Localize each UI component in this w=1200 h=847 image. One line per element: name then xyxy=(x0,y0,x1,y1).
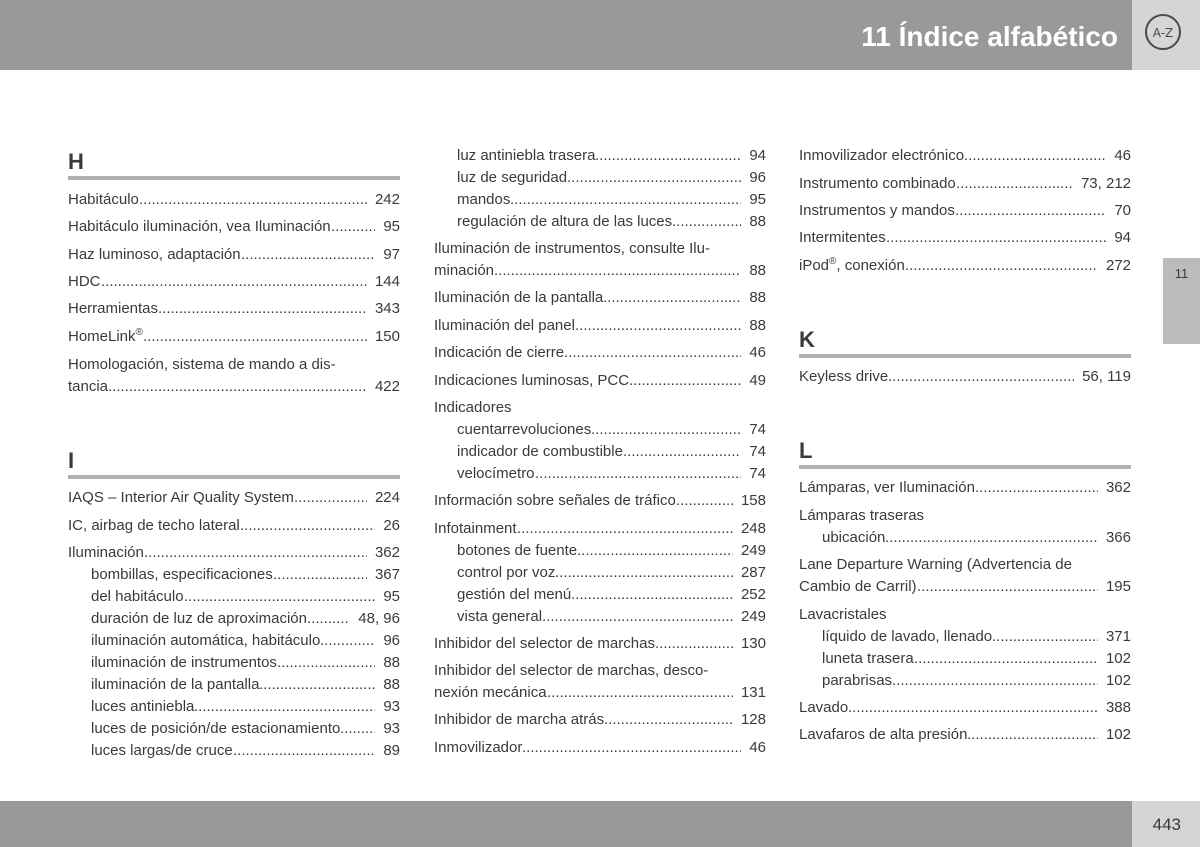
a-z-icon-text: A-Z xyxy=(1152,26,1174,40)
entry-text: Lavacristales xyxy=(799,606,887,623)
index-entry xyxy=(799,724,1131,746)
entry-text: iluminación de instrumentos xyxy=(91,654,277,671)
index-entry xyxy=(434,490,766,512)
index-entry xyxy=(434,682,766,704)
page-reference: 74 xyxy=(749,465,766,482)
page-reference: 97 xyxy=(383,246,400,263)
dot-leader xyxy=(604,709,733,731)
entry-text: ubicación xyxy=(822,529,886,546)
index-entry xyxy=(434,709,766,731)
index-subentry xyxy=(457,167,766,189)
page-reference: 422 xyxy=(374,378,400,395)
dot-leader xyxy=(547,682,733,704)
index-subentry xyxy=(91,564,400,586)
entry-text: Lavafaros de alta presión xyxy=(799,726,968,743)
entry-text: Instrumentos y mandos xyxy=(799,202,955,219)
dot-leader xyxy=(241,244,375,266)
page-reference: 96 xyxy=(383,632,400,649)
entry-text: tancia xyxy=(68,378,109,395)
dot-leader xyxy=(194,696,375,718)
index-subentry xyxy=(457,606,766,628)
index-subentry xyxy=(822,527,1131,549)
entry-text: Iluminación xyxy=(68,544,144,561)
header-icon-box xyxy=(1132,0,1200,70)
index-entry xyxy=(434,397,766,419)
index-entry xyxy=(68,244,400,266)
entry-text: HDC xyxy=(68,273,101,290)
entry-text: Inhibidor del selector de marchas, desco- xyxy=(434,662,709,679)
index-entry xyxy=(434,737,766,759)
index-subentry xyxy=(91,696,400,718)
section-heading: I xyxy=(68,447,400,479)
entry-text: gestión del menú xyxy=(457,586,572,603)
page-reference: 367 xyxy=(374,566,400,583)
page-reference: 74 xyxy=(749,421,766,438)
index-entry xyxy=(434,633,766,655)
page-reference: 366 xyxy=(1105,529,1131,546)
index-subentry xyxy=(457,441,766,463)
entry-text: Haz luminoso, adaptación xyxy=(68,246,241,263)
dot-leader xyxy=(892,670,1098,692)
entry-text: del habitáculo xyxy=(91,588,184,605)
index-entry xyxy=(799,477,1131,499)
dot-leader xyxy=(623,441,741,463)
index-entry xyxy=(434,315,766,337)
page-reference: 88 xyxy=(749,262,766,279)
index-entry xyxy=(799,576,1131,598)
page-reference: 95 xyxy=(383,218,400,235)
page-footer xyxy=(0,801,1200,847)
page-reference: 249 xyxy=(740,608,766,625)
index-entry xyxy=(68,487,400,509)
page-reference: 195 xyxy=(1105,578,1131,595)
dot-leader xyxy=(955,200,1106,222)
dot-leader xyxy=(233,740,375,762)
index-subentry xyxy=(457,211,766,233)
dot-leader xyxy=(307,608,350,630)
entry-text: cuentarrevoluciones xyxy=(457,421,592,438)
page-reference: 388 xyxy=(1105,699,1131,716)
page-reference: 249 xyxy=(740,542,766,559)
page-reference: 89 xyxy=(383,742,400,759)
index-entry xyxy=(799,505,1131,527)
dot-leader xyxy=(494,260,741,282)
index-entry xyxy=(799,227,1131,249)
index-subentry xyxy=(822,670,1131,692)
section-heading: L xyxy=(799,437,1131,469)
entry-text: luneta trasera xyxy=(822,650,914,667)
entry-text: Inmovilizador xyxy=(434,739,523,756)
dot-leader xyxy=(629,370,741,392)
index-subentry xyxy=(457,584,766,606)
page-reference: 46 xyxy=(749,344,766,361)
page-reference: 102 xyxy=(1105,672,1131,689)
a-z-icon xyxy=(1144,13,1182,51)
page-reference: 131 xyxy=(740,684,766,701)
page-reference: 343 xyxy=(374,300,400,317)
page-reference: 130 xyxy=(740,635,766,652)
entry-text: luz antiniebla trasera xyxy=(457,147,596,164)
page-reference: 93 xyxy=(383,698,400,715)
dot-leader xyxy=(510,189,741,211)
index-subentry xyxy=(91,674,400,696)
index-entry xyxy=(68,298,400,320)
page-reference: 252 xyxy=(740,586,766,603)
entry-text: iluminación de la pantalla xyxy=(91,676,260,693)
dot-leader xyxy=(184,586,375,608)
dot-leader xyxy=(535,463,741,485)
side-tab-label: 11 xyxy=(1174,266,1189,281)
entry-text: Herramientas xyxy=(68,300,159,317)
page-reference: 26 xyxy=(383,517,400,534)
page-reference: 49 xyxy=(749,372,766,389)
page-reference: 88 xyxy=(749,213,766,230)
index-subentry xyxy=(91,652,400,674)
index-entry xyxy=(434,660,766,682)
dot-leader xyxy=(992,626,1098,648)
entry-text: iluminación automática, habitáculo xyxy=(91,632,321,649)
entry-text: Habitáculo xyxy=(68,191,139,208)
entry-text: Indicaciones luminosas, PCC xyxy=(434,372,630,389)
index-entry xyxy=(434,238,766,260)
entry-text: HomeLink® xyxy=(68,327,143,345)
entry-text: líquido de lavado, llenado xyxy=(822,628,993,645)
dot-leader xyxy=(905,255,1098,277)
dot-leader xyxy=(320,630,375,652)
entry-text: duración de luz de aproximación xyxy=(91,610,307,627)
page-reference: 362 xyxy=(1105,479,1131,496)
chapter-side-tab xyxy=(1163,258,1200,344)
dot-leader xyxy=(956,173,1073,195)
entry-text: minación xyxy=(434,262,495,279)
dot-leader xyxy=(108,376,367,398)
index-entry xyxy=(799,145,1131,167)
dot-leader xyxy=(964,145,1106,167)
dot-leader xyxy=(577,540,733,562)
dot-leader xyxy=(975,477,1098,499)
index-subentry xyxy=(457,189,766,211)
entry-text: velocímetro xyxy=(457,465,535,482)
page-reference: 74 xyxy=(749,443,766,460)
page-header xyxy=(0,0,1200,70)
index-entry xyxy=(68,354,400,376)
index-entry xyxy=(434,260,766,282)
page-reference: 144 xyxy=(374,273,400,290)
dot-leader xyxy=(914,648,1098,670)
dot-leader xyxy=(331,216,375,238)
index-entry xyxy=(68,216,400,238)
index-entry xyxy=(68,515,400,537)
index-entry xyxy=(68,271,400,293)
dot-leader xyxy=(917,576,1098,598)
entry-text: regulación de altura de las luces xyxy=(457,213,673,230)
page-number-box xyxy=(1132,801,1200,847)
index-subentry xyxy=(91,586,400,608)
dot-leader xyxy=(522,737,741,759)
page-reference: 102 xyxy=(1105,726,1131,743)
page-reference: 96 xyxy=(749,169,766,186)
entry-text: Información sobre señales de tráfico xyxy=(434,492,676,509)
index-entry xyxy=(434,287,766,309)
dot-leader xyxy=(555,562,733,584)
index-entry xyxy=(799,697,1131,719)
index-entry xyxy=(434,518,766,540)
index-subentry xyxy=(457,562,766,584)
dot-leader xyxy=(143,326,367,348)
dot-leader xyxy=(517,518,733,540)
entry-text: IC, airbag de techo lateral xyxy=(68,517,240,534)
dot-leader xyxy=(340,718,375,740)
dot-leader xyxy=(571,584,733,606)
entry-text: nexión mecánica xyxy=(434,684,547,701)
dot-leader xyxy=(158,298,367,320)
dot-leader xyxy=(886,227,1106,249)
index-entry xyxy=(799,366,1131,388)
dot-leader xyxy=(101,271,367,293)
page-reference: 94 xyxy=(749,147,766,164)
dot-leader xyxy=(885,527,1098,549)
entry-text: Instrumento combinado xyxy=(799,175,956,192)
entry-text: Homologación, sistema de mando a dis- xyxy=(68,356,336,373)
entry-text: Keyless drive xyxy=(799,368,889,385)
dot-leader xyxy=(676,490,733,512)
chapter-title: 11 Índice alfabético xyxy=(861,21,1118,52)
index-entry xyxy=(434,370,766,392)
dot-leader xyxy=(273,564,367,586)
dot-leader xyxy=(240,515,375,537)
page-reference: 88 xyxy=(383,676,400,693)
dot-leader xyxy=(672,211,741,233)
dot-leader xyxy=(848,697,1098,719)
page-reference: 88 xyxy=(749,317,766,334)
index-entry xyxy=(68,326,400,348)
entry-text: Habitáculo iluminación, vea Iluminación xyxy=(68,218,331,235)
entry-text: bombillas, especificaciones xyxy=(91,566,273,583)
dot-leader xyxy=(277,652,375,674)
entry-text: Iluminación de instrumentos, consulte Ilu- xyxy=(434,240,710,257)
entry-text: mandos xyxy=(457,191,511,208)
entry-text: Infotainment xyxy=(434,520,517,537)
index-entry xyxy=(434,342,766,364)
entry-text: luces antiniebla xyxy=(91,698,195,715)
index-subentry xyxy=(91,630,400,652)
dot-leader xyxy=(595,145,741,167)
entry-text: botones de fuente xyxy=(457,542,578,559)
dot-leader xyxy=(888,366,1074,388)
index-entry xyxy=(799,255,1131,277)
page-reference: 94 xyxy=(1114,229,1131,246)
entry-text: parabrisas xyxy=(822,672,893,689)
entry-text: Inmovilizador electrónico xyxy=(799,147,965,164)
index-entry xyxy=(68,542,400,564)
entry-text: Lavado xyxy=(799,699,849,716)
dot-leader xyxy=(542,606,733,628)
index-subentry xyxy=(457,540,766,562)
index-subentry xyxy=(457,145,766,167)
index-entry xyxy=(799,173,1131,195)
entry-text: Inhibidor del selector de marchas xyxy=(434,635,655,652)
page-reference: 102 xyxy=(1105,650,1131,667)
index-subentry xyxy=(822,626,1131,648)
page-reference: 70 xyxy=(1114,202,1131,219)
page-reference: 56, 119 xyxy=(1082,368,1131,385)
dot-leader xyxy=(567,167,741,189)
index-subentry xyxy=(91,608,400,630)
entry-text: iPod®, conexión xyxy=(799,256,905,274)
page-reference: 158 xyxy=(740,492,766,509)
entry-text: IAQS – Interior Air Quality System xyxy=(68,489,294,506)
page-reference: 242 xyxy=(374,191,400,208)
dot-leader xyxy=(259,674,375,696)
entry-text: Indicación de cierre xyxy=(434,344,565,361)
section-heading: K xyxy=(799,326,1131,358)
dot-leader xyxy=(564,342,741,364)
page-reference: 287 xyxy=(740,564,766,581)
page-reference: 362 xyxy=(374,544,400,561)
page-reference: 46 xyxy=(749,739,766,756)
entry-text: Inhibidor de marcha atrás xyxy=(434,711,605,728)
entry-text: Indicadores xyxy=(434,399,512,416)
entry-text: Cambio de Carril) xyxy=(799,578,917,595)
dot-leader xyxy=(655,633,733,655)
dot-leader xyxy=(144,542,367,564)
dot-leader xyxy=(294,487,367,509)
entry-text: luz de seguridad xyxy=(457,169,568,186)
page-reference: 248 xyxy=(740,520,766,537)
page-reference: 371 xyxy=(1105,628,1131,645)
index-entry xyxy=(799,604,1131,626)
entry-text: Lámparas traseras xyxy=(799,507,925,524)
index-subentry xyxy=(91,740,400,762)
page-reference: 224 xyxy=(374,489,400,506)
index-entry xyxy=(799,554,1131,576)
index-subentry xyxy=(822,648,1131,670)
page-number: 443 xyxy=(1152,815,1181,834)
section-heading: H xyxy=(68,148,400,180)
entry-text: Lane Departure Warning (Advertencia de xyxy=(799,556,1072,573)
page-reference: 88 xyxy=(383,654,400,671)
entry-text: Iluminación del panel xyxy=(434,317,575,334)
dot-leader xyxy=(139,189,367,211)
entry-text: luces largas/de cruce xyxy=(91,742,233,759)
page-reference: 88 xyxy=(749,289,766,306)
entry-text: indicador de combustible xyxy=(457,443,623,460)
entry-text: control por voz xyxy=(457,564,556,581)
index-subentry xyxy=(457,419,766,441)
entry-text: vista general xyxy=(457,608,543,625)
dot-leader xyxy=(967,724,1098,746)
entry-text: Intermitentes xyxy=(799,229,886,246)
index-entry xyxy=(68,376,400,398)
index-subentry xyxy=(457,463,766,485)
index-entry xyxy=(68,189,400,211)
page-reference: 95 xyxy=(749,191,766,208)
entry-text: Lámparas, ver Iluminación xyxy=(799,479,975,496)
index-subentry xyxy=(91,718,400,740)
page-reference: 46 xyxy=(1114,147,1131,164)
dot-leader xyxy=(603,287,741,309)
page-reference: 73, 212 xyxy=(1080,175,1131,192)
entry-text: luces de posición/de estacionamiento xyxy=(91,720,341,737)
page-reference: 128 xyxy=(740,711,766,728)
entry-text: Iluminación de la pantalla xyxy=(434,289,604,306)
page-reference: 150 xyxy=(374,328,400,345)
dot-leader xyxy=(575,315,741,337)
page-reference: 48, 96 xyxy=(358,610,400,627)
dot-leader xyxy=(591,419,741,441)
page-reference: 95 xyxy=(383,588,400,605)
index-entry xyxy=(799,200,1131,222)
page-reference: 93 xyxy=(383,720,400,737)
page-reference: 272 xyxy=(1105,257,1131,274)
